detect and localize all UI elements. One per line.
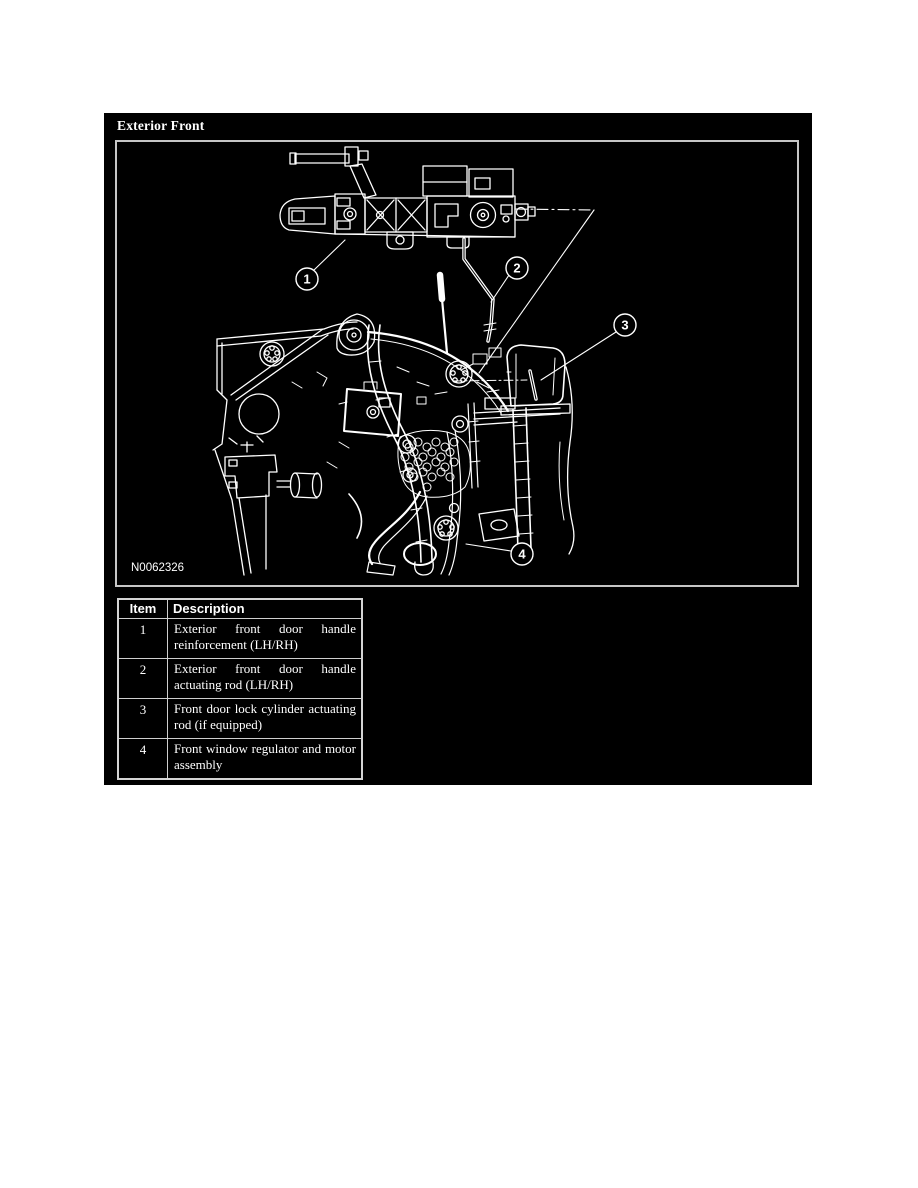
item-column-header: Item	[118, 599, 168, 619]
item-description-cell: Front window regulator and motor assembly	[168, 739, 363, 780]
item-description-cell: Front door lock cylinder actuating rod (if equipped)	[168, 699, 363, 739]
table-row	[118, 699, 362, 739]
parts-table-body	[118, 619, 362, 780]
callout-4-number: 4	[518, 546, 526, 562]
callout-2-number: 2	[513, 260, 521, 276]
item-description-cell: Exterior front door handle actuating rod (LH/RH)	[168, 659, 363, 699]
table-row	[118, 659, 362, 699]
table-header-row	[118, 599, 362, 619]
figure-box	[115, 140, 799, 587]
exploded-diagram	[117, 142, 797, 585]
door-handle-reinforcement-drawing	[280, 147, 535, 249]
panel-title: Exterior Front	[117, 118, 205, 133]
door-inner-assembly-drawing	[213, 314, 574, 575]
item-description-cell: Exterior front door handle reinforcement (LH/RH)	[168, 619, 363, 659]
lock-link-rod-drawing	[440, 275, 447, 353]
item-number-cell: 2	[118, 659, 168, 699]
table-row	[118, 739, 362, 780]
description-column-header: Description	[168, 599, 363, 619]
item-number-cell: 4	[118, 739, 168, 780]
callout-2	[491, 257, 528, 302]
figure-id-label: N0062326	[131, 562, 185, 574]
parts-table	[117, 598, 363, 780]
callout-3-number: 3	[621, 317, 629, 333]
item-number-cell: 1	[118, 619, 168, 659]
table-row	[118, 619, 362, 659]
handle-actuating-rod-drawing	[464, 239, 496, 341]
exterior-front-panel	[104, 113, 812, 785]
item-number-cell: 3	[118, 699, 168, 739]
callout-1-number: 1	[303, 271, 311, 287]
